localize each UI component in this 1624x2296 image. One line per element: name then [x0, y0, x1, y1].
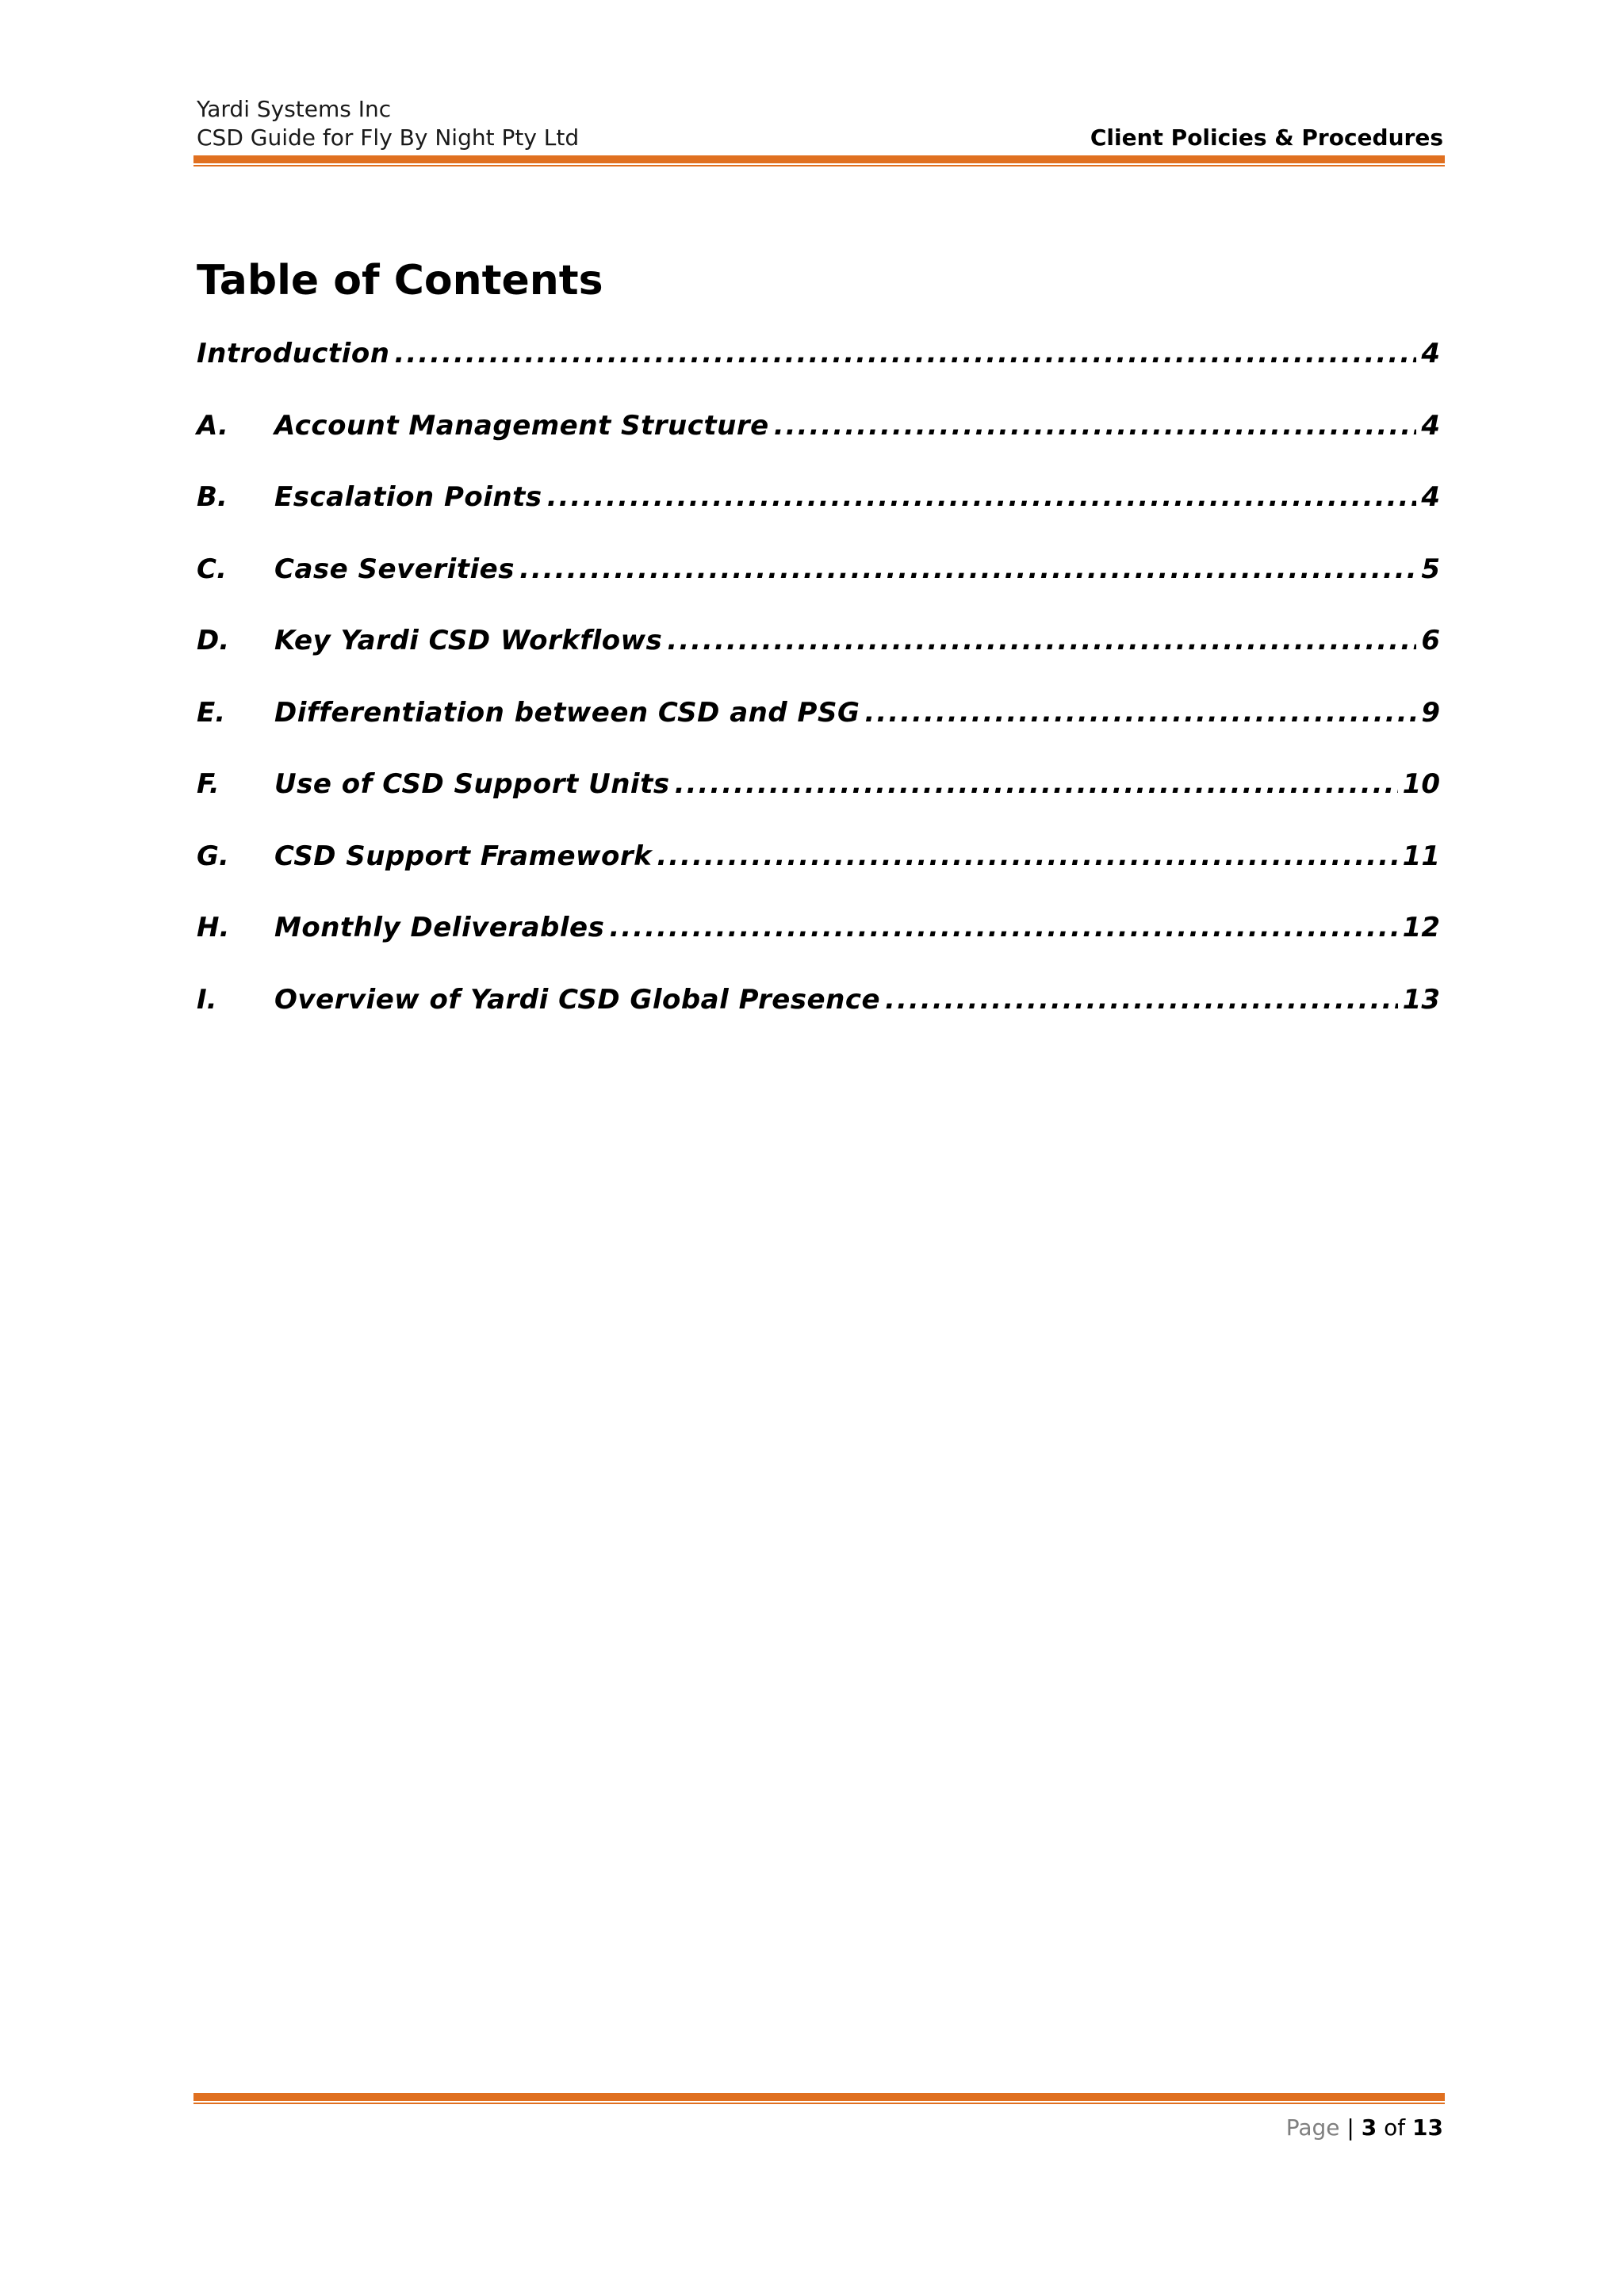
toc-entry-introduction[interactable]: [197, 333, 1440, 405]
toc-entry-page: 12: [1402, 912, 1440, 943]
header-guide-title: CSD Guide for Fly By Night Pty Ltd: [197, 124, 580, 151]
page-number: [1286, 2114, 1443, 2142]
toc-dot-leader: [774, 405, 1417, 446]
toc-dot-leader: [394, 333, 1416, 374]
page-separator: |: [1346, 2114, 1354, 2141]
footer-rule-thin: [193, 2103, 1445, 2104]
toc-entry-key-workflows[interactable]: [197, 620, 1440, 692]
toc-entry-page: 13: [1402, 983, 1440, 1016]
toc-dot-leader: [519, 549, 1416, 590]
toc-entry-letter: D.: [197, 625, 230, 656]
toc-entry-page: 4: [1421, 338, 1440, 369]
toc-entry-letter: E.: [197, 696, 226, 729]
toc-entry-page: 5: [1421, 553, 1440, 585]
toc-dot-leader: [885, 979, 1398, 1020]
toc-entry-text: Escalation Points: [274, 481, 542, 513]
toc-entry-letter: H.: [197, 912, 230, 943]
toc-dot-leader: [675, 763, 1398, 805]
toc-entry-global-presence[interactable]: [197, 979, 1440, 1051]
toc-entry-letter: I.: [197, 983, 217, 1016]
toc-entry-page: 10: [1402, 768, 1440, 800]
toc-entry-text: Use of CSD Support Units: [274, 768, 670, 800]
toc-entry-text: Key Yardi CSD Workflows: [274, 625, 663, 656]
toc-entry-letter: G.: [197, 840, 229, 872]
total-pages: 13: [1412, 2114, 1443, 2141]
header-left: [197, 95, 579, 152]
toc-dot-leader: [667, 620, 1416, 661]
toc-entry-letter: B.: [197, 481, 228, 513]
toc-entry-text: Account Management Structure: [274, 409, 769, 442]
header-rule-thin: [193, 165, 1445, 166]
toc-dot-leader: [657, 836, 1397, 877]
toc-entry-monthly-deliverables[interactable]: [197, 907, 1440, 979]
toc-title: Table of Contents: [197, 257, 603, 304]
toc-entry-page: 11: [1402, 840, 1440, 872]
header-rule-thick: [193, 155, 1445, 163]
header-company: Yardi Systems Inc: [197, 96, 392, 122]
toc-dot-leader: [609, 907, 1397, 948]
toc-entry-page: 4: [1421, 481, 1440, 513]
header-section-title: Client Policies & Procedures: [1090, 124, 1443, 151]
toc-entry-text: CSD Support Framework: [274, 840, 653, 872]
current-page: 3: [1361, 2114, 1377, 2141]
toc-entry-text: Differentiation between CSD and PSG: [274, 696, 860, 729]
toc-entry-escalation-points[interactable]: [197, 476, 1440, 549]
toc-entry-text: Introduction: [197, 338, 390, 369]
toc-entry-support-units[interactable]: [197, 763, 1440, 836]
toc-entry-text: Overview of Yardi CSD Global Presence: [274, 983, 881, 1016]
toc-dot-leader: [864, 692, 1416, 733]
toc-entry-text: Monthly Deliverables: [274, 912, 605, 943]
footer-rule-thick: [193, 2093, 1445, 2101]
toc-entry-letter: F.: [197, 768, 220, 800]
toc-entry-support-framework[interactable]: [197, 836, 1440, 908]
toc-entry-account-management-structure[interactable]: [197, 405, 1440, 477]
toc-entry-page: 6: [1421, 625, 1440, 656]
toc-list: [197, 333, 1440, 1050]
page-label: Page: [1285, 2114, 1340, 2141]
toc-entry-text: Case Severities: [274, 553, 515, 585]
toc-entry-case-severities[interactable]: [197, 549, 1440, 621]
toc-entry-differentiation[interactable]: [197, 692, 1440, 764]
page-header: [197, 95, 1443, 157]
toc-dot-leader: [547, 476, 1417, 518]
toc-entry-page: 9: [1421, 696, 1440, 729]
toc-entry-letter: A.: [197, 409, 228, 442]
toc-entry-letter: C.: [197, 553, 227, 585]
toc-entry-page: 4: [1421, 409, 1440, 442]
page-of-label: of: [1384, 2114, 1406, 2141]
